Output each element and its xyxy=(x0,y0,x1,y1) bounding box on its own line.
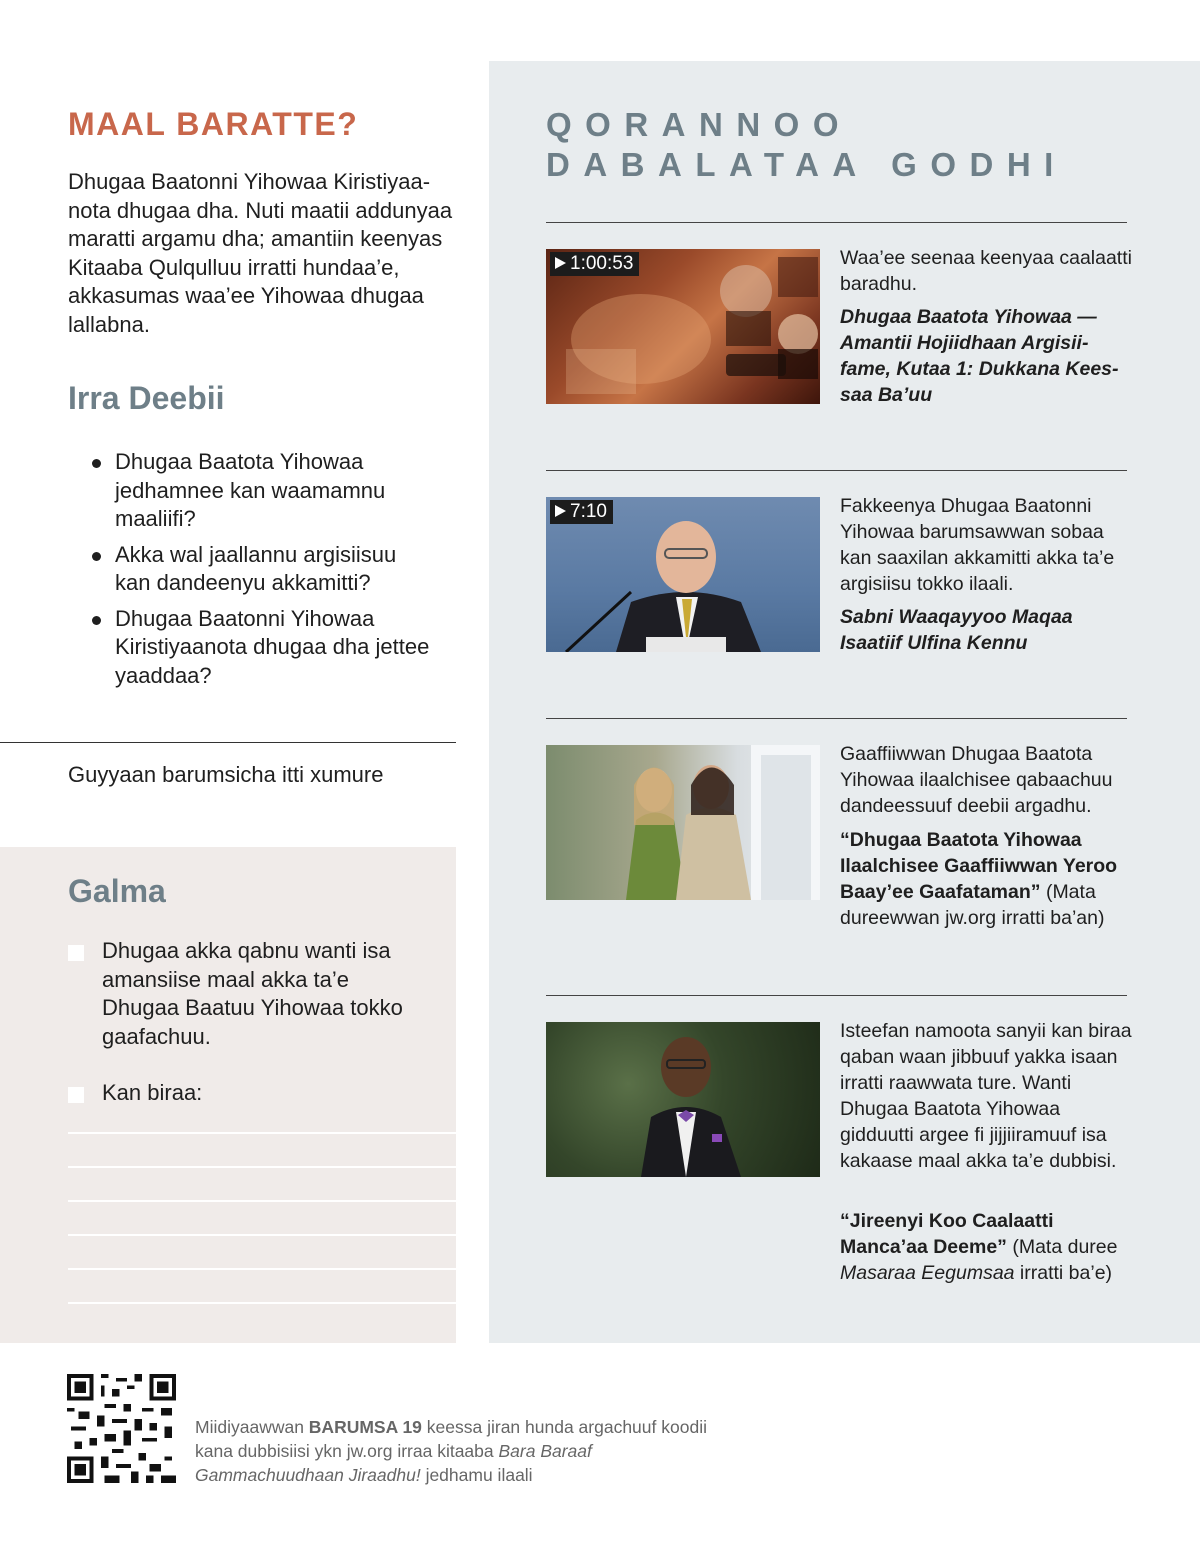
man-in-suit-icon xyxy=(546,1022,820,1177)
divider xyxy=(546,718,1127,719)
item-description: Gaaffiiwwan Dhugaa Baatota Yihowaa ilaalchisee qabaachuu dandeessuuf deebii argadhu. xyxy=(840,743,1113,817)
women-at-door-icon xyxy=(546,745,820,900)
item-title[interactable]: Dhugaa Baatota Yihowaa —Amantii Hojiidhaan Argisiifame, Kutaa 1: Dukkana Keessaa Ba’uu xyxy=(840,306,1119,406)
item-title[interactable]: “Jireenyi Koo Caalaatti Manca’aa Deeme” (Mata duree Masaraa Eegumsaa irratti ba’e) xyxy=(840,1210,1118,1284)
divider xyxy=(546,222,1127,223)
article-thumbnail[interactable] xyxy=(546,745,820,900)
item-description: Fakkeenya Dhugaa Baatonni Yihowaa barumsawwan sobaa kan saaxilan akkamitti akka ta’e argisiisu tokko ilaali. xyxy=(840,495,1115,595)
footer-note: Miidiyaawwan BARUMSA 19 keessa jiran hunda argachuuf koodii kana dubbisiisi ykn jw.org irraa kitaaba Bara Baraaf Gammachuudhaan Jiraadhu! jedhamu ilaali xyxy=(195,1417,707,1485)
section-heading: MAAL BARATTE? xyxy=(68,106,359,142)
video-thumbnail[interactable] xyxy=(546,249,820,404)
review-heading: Irra Deebii xyxy=(68,380,225,416)
duration-badge: 1:00:53 xyxy=(550,252,639,276)
goal-item: Kan biraa: xyxy=(68,1079,428,1108)
divider xyxy=(546,995,1127,996)
item-description: Waa’ee seenaa keenyaa caalaatti baradhu. xyxy=(840,247,1132,295)
video-thumbnail[interactable] xyxy=(546,497,820,652)
completion-date-label: Guyyaan barumsicha itti xumure xyxy=(68,762,384,787)
further-study-panel xyxy=(489,61,1200,1343)
review-item: Dhugaa Baatonni Yihowaa Kiristiyaanota dhugaa dha jettee yaaddaa? xyxy=(92,605,432,691)
bullet-icon xyxy=(92,552,101,561)
review-list xyxy=(92,448,432,697)
bullet-icon xyxy=(92,616,101,625)
item-title[interactable]: Sabni Waaqayyoo Maqaa Isaatiif Ulfina Kennu xyxy=(840,606,1073,654)
item-description: Isteefan namoota sanyii kan biraa qaban waan jibbuuf yakka isaan irratti raawwata ture. Wanti Dhugaa Baatota Yihowaa gidduutti argee fi jijjiiramuuf isa kakaase maal akka ta’e dubbisi. xyxy=(840,1020,1132,1172)
goal-heading: Galma xyxy=(68,873,166,909)
writing-line[interactable] xyxy=(68,1268,456,1270)
qr-code-icon[interactable] xyxy=(67,1374,176,1483)
bullet-icon xyxy=(92,459,101,468)
writing-line[interactable] xyxy=(68,1302,456,1304)
play-icon xyxy=(555,505,566,517)
further-study-heading: QORANNOO DABALATAA GODHI xyxy=(546,106,1067,183)
checkbox[interactable] xyxy=(68,945,84,961)
writing-line[interactable] xyxy=(68,1166,456,1168)
review-item: Dhugaa Baatota Yihowaa jedhamnee kan waamamnu maaliifi? xyxy=(92,448,432,534)
item-title[interactable]: “Dhugaa Baatota Yihowaa Ilaalchisee Gaaffiiwwan Yeroo Baay’ee Gaafataman” (Mata dureewwan jw.org irratti ba’an) xyxy=(840,829,1118,929)
divider xyxy=(546,470,1127,471)
writing-line[interactable] xyxy=(68,1132,456,1134)
goal-item: Dhugaa akka qabnu wanti isa amansiise maal akka ta’e Dhugaa Baatuu Yihowaa tokko gaafachuu. xyxy=(68,937,428,1051)
article-thumbnail[interactable] xyxy=(546,1022,820,1177)
divider xyxy=(0,742,456,743)
duration-badge: 7:10 xyxy=(550,500,613,524)
checkbox[interactable] xyxy=(68,1087,84,1103)
goal-box xyxy=(0,847,456,1343)
play-icon xyxy=(555,257,566,269)
intro-paragraph: Dhugaa Baatonni Yihowaa Kiristiyaanota dhugaa dha. Nuti maatii addunyaa maratti argamu dha; amantiin keenyas Kitaaba Qulqulluu irratti hundaa’e, akkasumas waa’ee Yihowaa dhugaa lallabna. xyxy=(68,169,453,337)
review-item: Akka wal jaallannu argisiisuu kan dandeenyu akkamitti? xyxy=(92,541,432,598)
writing-line[interactable] xyxy=(68,1200,456,1202)
writing-line[interactable] xyxy=(68,1234,456,1236)
